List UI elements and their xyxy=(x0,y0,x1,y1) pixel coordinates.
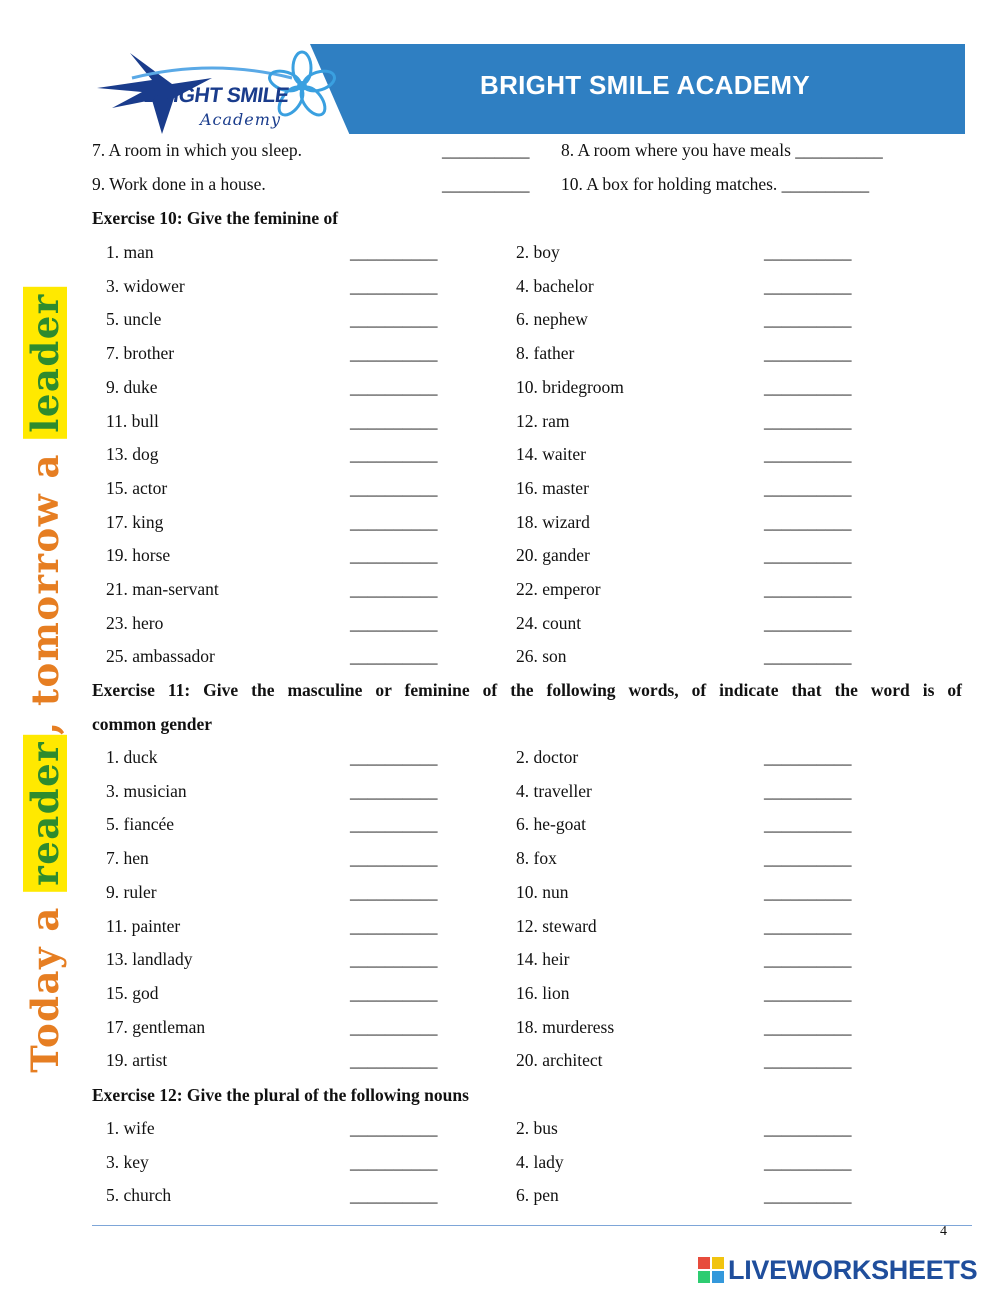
answer-blank[interactable]: __________ xyxy=(442,140,530,160)
exercise-row xyxy=(92,1183,962,1207)
word-prompt: 16. master xyxy=(516,477,589,498)
answer-blank[interactable]: __________ xyxy=(350,275,438,296)
answer-blank[interactable]: __________ xyxy=(442,174,530,194)
word-prompt: 14. waiter xyxy=(516,444,586,465)
answer-blank[interactable]: __________ xyxy=(764,814,852,835)
word-prompt: 19. artist xyxy=(106,1050,168,1071)
word-prompt: 6. pen xyxy=(516,1185,559,1206)
answer-blank[interactable]: __________ xyxy=(350,376,438,397)
word-prompt: 4. lady xyxy=(516,1151,564,1172)
side-slogan-text xyxy=(23,287,67,1073)
exercise-row xyxy=(92,240,962,264)
answer-blank[interactable]: __________ xyxy=(764,410,852,431)
liveworksheets-logo-icon xyxy=(698,1257,724,1283)
word-prompt: 3. widower xyxy=(106,275,185,296)
exercise-row xyxy=(92,846,962,870)
exercise-row xyxy=(92,644,962,668)
exercise-row xyxy=(92,1150,962,1174)
word-prompt: 18. wizard xyxy=(516,511,590,532)
logo-text-bright-smile: BRIGHT SMILE xyxy=(142,84,291,107)
side-slogan xyxy=(20,293,70,1073)
word-prompt: 2. boy xyxy=(516,242,560,262)
liveworksheets-brand xyxy=(698,1254,977,1286)
word-prompt: 26. son xyxy=(516,646,567,667)
exercise-12-title: Exercise 12: Give the plural of the following nouns xyxy=(92,1085,469,1105)
answer-blank[interactable]: __________ xyxy=(350,1016,438,1037)
exercise-row xyxy=(92,947,962,971)
answer-blank[interactable]: __________ xyxy=(350,1050,438,1071)
answer-blank[interactable]: __________ xyxy=(350,545,438,566)
answer-blank[interactable]: __________ xyxy=(350,1151,438,1172)
slogan-part-tomorrow: , tomorrow a xyxy=(23,438,67,735)
answer-blank[interactable]: __________ xyxy=(350,579,438,599)
word-prompt: 12. ram xyxy=(516,410,570,431)
word-prompt: 2. doctor xyxy=(516,747,579,767)
answer-blank[interactable]: __________ xyxy=(350,343,438,364)
word-prompt: 4. traveller xyxy=(516,780,592,801)
answer-blank[interactable]: __________ xyxy=(350,949,438,970)
word-prompt: 13. landlady xyxy=(106,949,193,970)
word-prompt: 14. heir xyxy=(516,949,570,970)
answer-blank[interactable]: __________ xyxy=(350,881,438,902)
answer-blank[interactable]: __________ xyxy=(764,477,852,498)
word-prompt: 15. god xyxy=(106,982,159,1003)
word-prompt: 15. actor xyxy=(106,477,168,498)
answer-blank[interactable]: __________ xyxy=(350,242,438,262)
word-prompt: 5. uncle xyxy=(106,309,162,330)
exercise-row xyxy=(92,981,962,1005)
word-prompt: 7. hen xyxy=(106,848,149,869)
answer-blank[interactable]: __________ xyxy=(764,242,852,262)
answer-blank[interactable]: __________ xyxy=(764,848,852,869)
word-prompt: 2. bus xyxy=(516,1118,558,1138)
answer-blank[interactable]: __________ xyxy=(764,579,852,599)
exercise-row xyxy=(92,812,962,836)
answer-blank[interactable]: __________ xyxy=(350,1185,438,1206)
word-prompt: 3. musician xyxy=(106,780,187,801)
question-row xyxy=(92,172,962,196)
answer-blank[interactable]: __________ xyxy=(764,1050,852,1071)
exercise-row xyxy=(92,611,962,635)
answer-blank[interactable]: __________ xyxy=(764,1016,852,1037)
slogan-part-reader: reader xyxy=(23,735,67,892)
word-prompt: 20. gander xyxy=(516,545,590,566)
answer-blank[interactable]: __________ xyxy=(764,511,852,532)
answer-blank[interactable]: __________ xyxy=(764,545,852,566)
word-prompt: 10. bridegroom xyxy=(516,376,624,397)
answer-blank[interactable]: __________ xyxy=(350,309,438,330)
answer-blank[interactable]: __________ xyxy=(764,309,852,330)
exercise-row xyxy=(92,476,962,500)
answer-blank[interactable]: __________ xyxy=(764,1118,852,1138)
word-prompt: 11. bull xyxy=(106,410,159,431)
word-prompt: 17. king xyxy=(106,511,164,532)
question-text: 8. A room where you have meals __________ xyxy=(561,140,883,160)
word-prompt: 19. horse xyxy=(106,545,171,566)
answer-blank[interactable]: __________ xyxy=(350,1118,438,1138)
answer-blank[interactable]: __________ xyxy=(764,1151,852,1172)
word-prompt: 25. ambassador xyxy=(106,646,215,667)
answer-blank[interactable]: __________ xyxy=(764,646,852,667)
answer-blank[interactable]: __________ xyxy=(764,780,852,801)
word-prompt: 22. emperor xyxy=(516,579,601,599)
answer-blank[interactable]: __________ xyxy=(764,982,852,1003)
word-prompt: 10. nun xyxy=(516,881,569,902)
word-prompt: 9. ruler xyxy=(106,881,157,902)
exercise-row xyxy=(92,543,962,567)
word-prompt: 1. wife xyxy=(106,1118,155,1138)
exercise-row xyxy=(92,409,962,433)
word-prompt: 6. he-goat xyxy=(516,814,586,835)
exercise-row xyxy=(92,375,962,399)
logo-text-academy: Academy xyxy=(200,110,281,129)
page-number: 4 xyxy=(940,1224,947,1239)
exercise-row xyxy=(92,745,962,769)
answer-blank[interactable]: __________ xyxy=(764,612,852,633)
word-prompt: 21. man-servant xyxy=(106,579,219,599)
answer-blank[interactable]: __________ xyxy=(350,814,438,835)
word-prompt: 9. duke xyxy=(106,376,158,397)
answer-blank[interactable]: __________ xyxy=(350,848,438,869)
answer-blank[interactable]: __________ xyxy=(764,275,852,296)
slogan-part-today: Today a xyxy=(23,891,67,1073)
word-prompt: 12. steward xyxy=(516,915,597,936)
exercise-row xyxy=(92,880,962,904)
answer-blank[interactable]: __________ xyxy=(764,343,852,364)
word-prompt: 24. count xyxy=(516,612,582,633)
exercise-row xyxy=(92,274,962,298)
academy-logo xyxy=(92,48,342,138)
exercise-row xyxy=(92,1015,962,1039)
exercise-row xyxy=(92,442,962,466)
question-text: 10. A box for holding matches. __________ xyxy=(561,174,870,194)
word-prompt: 7. brother xyxy=(106,343,175,364)
answer-blank[interactable]: __________ xyxy=(350,747,438,767)
word-prompt: 8. father xyxy=(516,343,575,364)
answer-blank[interactable]: __________ xyxy=(350,915,438,936)
question-row xyxy=(92,138,962,162)
answer-blank[interactable]: __________ xyxy=(764,376,852,397)
answer-blank[interactable]: __________ xyxy=(350,612,438,633)
answer-blank[interactable]: __________ xyxy=(350,780,438,801)
exercise-row xyxy=(92,577,962,601)
exercise-row xyxy=(92,779,962,803)
word-prompt: 20. architect xyxy=(516,1050,603,1071)
word-prompt: 16. lion xyxy=(516,982,570,1003)
exercise-11-title: Exercise 11: Give the masculine or feminine of the following words, of indicate that the word is of xyxy=(92,680,962,700)
word-prompt: 3. key xyxy=(106,1151,149,1172)
liveworksheets-text: LIVEWORKSHEETS xyxy=(728,1254,978,1285)
answer-blank[interactable]: __________ xyxy=(350,982,438,1003)
answer-blank[interactable]: __________ xyxy=(764,949,852,970)
footer-divider xyxy=(92,1225,972,1226)
answer-blank[interactable]: __________ xyxy=(350,444,438,465)
question-text: 9. Work done in a house. xyxy=(92,174,266,194)
word-prompt: 4. bachelor xyxy=(516,275,594,296)
answer-blank[interactable]: __________ xyxy=(350,410,438,431)
exercise-row xyxy=(92,307,962,331)
word-prompt: 8. fox xyxy=(516,848,557,869)
exercise-row xyxy=(92,1116,962,1140)
answer-blank[interactable]: __________ xyxy=(764,1185,852,1206)
question-text: 7. A room in which you sleep. xyxy=(92,140,302,160)
exercise-row xyxy=(92,341,962,365)
answer-blank[interactable]: __________ xyxy=(764,881,852,902)
header-title: BRIGHT SMILE ACADEMY xyxy=(480,70,811,100)
answer-blank[interactable]: __________ xyxy=(764,444,852,465)
answer-blank[interactable]: __________ xyxy=(350,646,438,667)
exercise-row xyxy=(92,1048,962,1072)
word-prompt: 1. man xyxy=(106,242,154,262)
word-prompt: 6. nephew xyxy=(516,309,588,330)
exercise-row xyxy=(92,510,962,534)
exercise-row xyxy=(92,914,962,938)
word-prompt: 23. hero xyxy=(106,612,164,633)
exercise-10-title: Exercise 10: Give the feminine of xyxy=(92,208,339,228)
answer-blank[interactable]: __________ xyxy=(764,747,852,767)
answer-blank[interactable]: __________ xyxy=(764,915,852,936)
word-prompt: 5. church xyxy=(106,1185,172,1206)
word-prompt: 1. duck xyxy=(106,747,158,767)
word-prompt: 11. painter xyxy=(106,915,181,936)
slogan-part-leader: leader xyxy=(23,287,67,438)
answer-blank[interactable]: __________ xyxy=(350,477,438,498)
word-prompt: 13. dog xyxy=(106,444,159,465)
word-prompt: 17. gentleman xyxy=(106,1016,206,1037)
word-prompt: 18. murderess xyxy=(516,1016,615,1037)
exercise-11-title-continued: common gender xyxy=(92,714,213,734)
word-prompt: 5. fiancée xyxy=(106,814,175,835)
answer-blank[interactable]: __________ xyxy=(350,511,438,532)
